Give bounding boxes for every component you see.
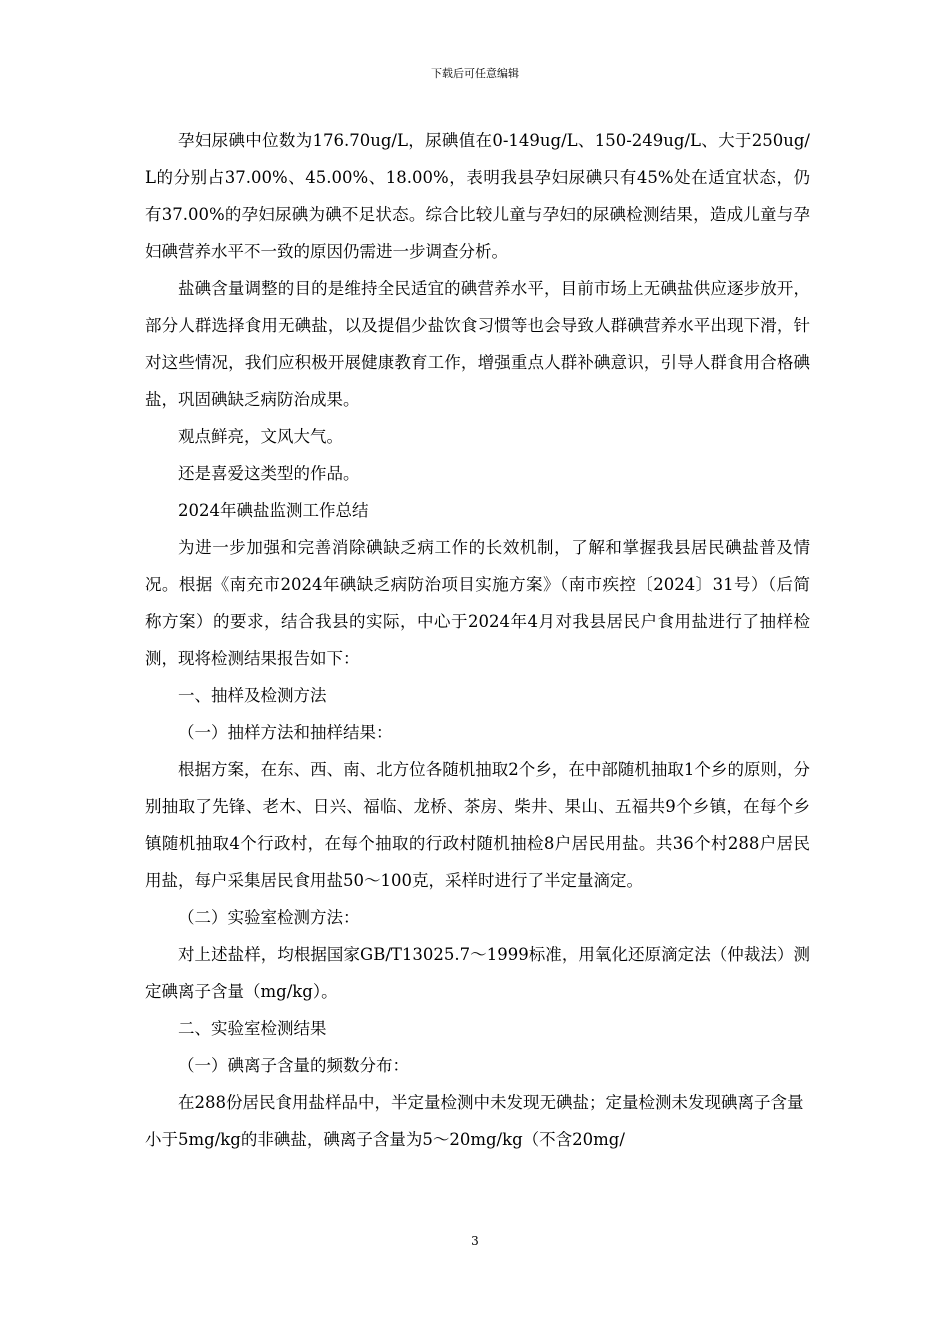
paragraph-frequency-results: 在288份居民食用盐样品中，半定量检测中未发现无碘盐；定量检测未发现碘离子含量小于5mg/kg的非碘盐，碘离子含量为5～20mg/kg（不含20mg/: [145, 1093, 804, 1149]
page-header: 下载后可任意编辑: [431, 67, 519, 80]
section-title: 2024年碘盐监测工作总结: [178, 501, 369, 520]
document-body: [145, 122, 810, 1158]
paragraph-comment-2: 还是喜爱这类型的作品。: [178, 464, 360, 483]
paragraph-salt-iodine-adjustment: 盐碘含量调整的目的是维持全民适宜的碘营养水平，目前市场上无碘盐供应逐步放开，部分人群选择食用无碘盐，以及提倡少盐饮食习惯等也会导致人群碘营养水平出现下滑，针对这些情况，我们应积极开展健康教育工作，增强重点人群补碘意识，引导人群食用合格碘盐，巩固碘缺乏病防治成果。: [145, 279, 810, 409]
subheading-lab-method: （二）实验室检测方法：: [178, 908, 360, 927]
paragraph-comment-1: 观点鲜亮，文风大气。: [178, 427, 343, 446]
subheading-sampling: （一）抽样方法和抽样结果：: [178, 723, 393, 742]
paragraph-lab-method: 对上述盐样，均根据国家GB/T13025.7～1999标准，用氧化还原滴定法（仲裁法）测定碘离子含量（mg/kg）。: [145, 945, 810, 1001]
paragraph-sampling-details: 根据方案，在东、西、南、北方位各随机抽取2个乡，在中部随机抽取1个乡的原则，分别抽取了先锋、老木、日兴、福临、龙桥、茶房、柴井、果山、五福共9个乡镇，在每个乡镇随机抽取4个行政村，在每个抽取的行政村随机抽检8户居民用盐。共36个村288户居民用盐，每户采集居民食用盐50～100克，采样时进行了半定量滴定。: [145, 760, 810, 890]
subheading-frequency-distribution: （一）碘离子含量的频数分布：: [178, 1056, 409, 1075]
heading-sampling-methods: 一、抽样及检测方法: [178, 686, 327, 705]
page-number: 3: [471, 1234, 479, 1248]
paragraph-urinary-iodine-pregnant: 孕妇尿碘中位数为176.70ug/L，尿碘值在0-149ug/L、150-249ug/L、大于250ug/L的分别占37.00%、45.00%、18.00%，表明我县孕妇尿碘只有45%处在适宜状态，仍有37.00%的孕妇尿碘为碘不足状态。综合比较儿童与孕妇的尿碘检测结果，造成儿童与孕妇碘营养水平不一致的原因仍需进一步调查分析。: [145, 131, 810, 261]
heading-lab-results: 二、实验室检测结果: [178, 1019, 327, 1038]
paragraph-intro: 为进一步加强和完善消除碘缺乏病工作的长效机制，了解和掌握我县居民碘盐普及情况。根据《南充市2024年碘缺乏病防治项目实施方案》（南市疾控〔2024〕31号）（后简称方案）的要求，结合我县的实际，中心于2024年4月对我县居民户食用盐进行了抽样检测，现将检测结果报告如下：: [145, 538, 810, 668]
